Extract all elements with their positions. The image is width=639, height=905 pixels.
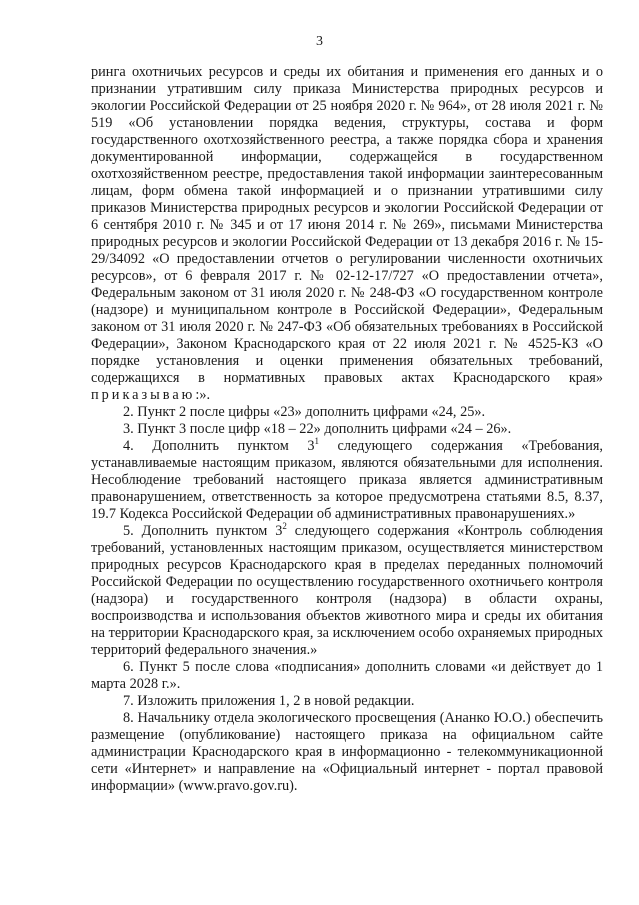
paragraph-p3 (91, 421, 603, 438)
paragraph-text: 8. Начальнику отдела экологического просвещения (Ананко Ю.О.) обеспечить размещение (опубликование) настоящего приказа на официальном сайте администрации Краснодарского края в информационно - телекоммуникационной сети «Интернет» и направление на «Официальный интернет - портал правовой информации» (www.pravo.gov.ru). (91, 710, 603, 794)
paragraph-text: 7. Изложить приложения 1, 2 в новой редакции. (123, 693, 415, 709)
paragraph-text: 4. Дополнить пунктом 3 (123, 438, 315, 454)
paragraph-text: ринга охотничьих ресурсов и среды их обитания и применения его данных и о признании утратившим силу приказа Министерства природных ресурсов и экологии Российской Федерации от 25 ноября 2020 г. № 964», от 28 июля 2021 г. № 519 «Об установлении порядка ведения, структуры, состава и форм государственного охотхозяйственного реестра, а также порядка сбора и хранения документированной информации, содержащейся в государственном охотхозяйственном реестре, предоставления такой информации заинтересованным лицам, форм обмена такой информацией и о признании утратившими силу приказов Министерства природных ресурсов и экологии Российской Федерации от 6 сентября 2010 г. № 345 и от 17 июня 2014 г. № 269», письмами Министерства природных ресурсов и экологии Российской Федерации от 13 декабря 2016 г. № 15-29/34092 «О предоставлении отчетов о регулировании численности охотничьих ресурсов», от 6 февраля 2017 г. № 02-12-17/727 «О предоставлении отчета», Федеральным законом от 31 июля 2020 г. № 248-ФЗ «О государственном контроле (надзоре) и муниципальном контроле в Российской Федерации», Федеральным законом от 31 июля 2020 г. № 247-ФЗ «Об обязательных требованиях в Российской Федерации», Законом Краснодарского края от 22 июля 2021 г. № 4525-КЗ «О порядке установления и оценки применения обязательных требований, содержащихся в нормативных правовых актах Краснодарского края» (91, 64, 603, 386)
paragraph-text: :». (195, 387, 211, 403)
paragraph-p6 (91, 659, 603, 693)
page-number: 3 (316, 34, 323, 49)
paragraph-text: 3. Пункт 3 после цифр «18 – 22» дополнить цифрами «24 – 26». (123, 421, 512, 437)
paragraph-text: 6. Пункт 5 после слова «подписания» дополнить словами «и действует до 1 марта 2028 г.». (91, 659, 603, 692)
paragraph-p0 (91, 64, 603, 404)
paragraph-text: 5. Дополнить пунктом 3 (123, 523, 283, 539)
spaced-keyword: приказываю (91, 387, 196, 403)
paragraph-p2 (91, 404, 603, 421)
paragraph-p4 (91, 438, 603, 523)
paragraph-p5 (91, 523, 603, 659)
document-body (91, 64, 603, 795)
paragraph-p8 (91, 710, 603, 795)
paragraph-text: следующего содержания «Требования, устанавливаемые настоящим приказом, являются обязательными для исполнения. Несоблюдение требований настоящего приказа является административным правонарушением, ответственность за которое предусмотрена статьями 8.5, 8.37, 19.7 Кодекса Российской Федерации об административных правонарушениях.» (91, 438, 603, 522)
superscript-index: 2 (282, 521, 287, 531)
paragraph-text: следующего содержания «Контроль соблюдения требований, установленных настоящим приказом, осуществляется министерством природных ресурсов Краснодарского края в пределах переданных полномочий Российской Федерации по осуществлению государственного охотничьего контроля (надзора) и государственного контроля (надзора) в области охраны, воспроизводства и использования объектов животного мира и среды их обитания на территории Краснодарского края, за исключением особо охраняемых природных территорий федерального значения.» (91, 523, 603, 658)
paragraph-text: 2. Пункт 2 после цифры «23» дополнить цифрами «24, 25». (123, 404, 486, 420)
superscript-index: 1 (314, 436, 319, 446)
paragraph-p7 (91, 693, 603, 710)
